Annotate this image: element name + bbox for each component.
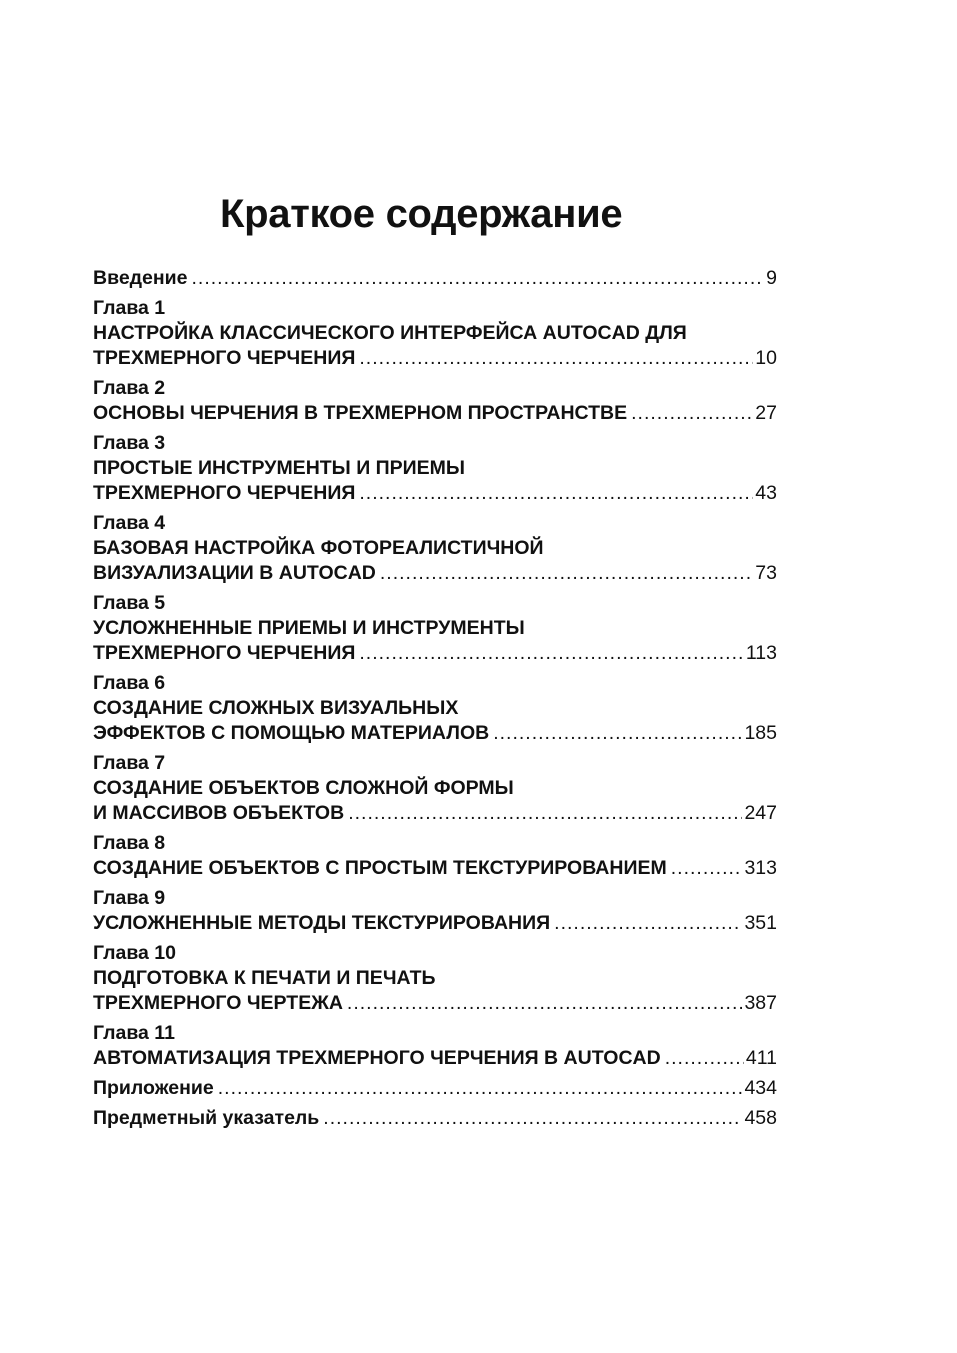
toc-entry-title: ТРЕХМЕРНОГО ЧЕРТЕЖА [93,992,343,1014]
chapter-number: Глава 10 [93,942,176,964]
chapter-title-line: УСЛОЖНЕННЫЕ ПРИЕМЫ И ИНСТРУМЕНТЫ [93,617,525,639]
toc-entry [93,751,777,826]
chapter-number: Глава 11 [93,1022,175,1044]
chapter-number: Глава 9 [93,887,166,909]
dot-leader [380,561,753,586]
page-number: 73 [755,562,777,584]
page-number: 43 [755,482,777,504]
chapter-number: Глава 6 [93,672,166,694]
dot-leader [218,1076,743,1101]
chapter-title-line: БАЗОВАЯ НАСТРОЙКА ФОТОРЕАЛИСТИЧНОЙ [93,537,544,559]
toc-entry [93,831,777,881]
chapter-number: Глава 2 [93,377,166,399]
dot-leader [665,1046,744,1071]
page-number: 9 [766,267,777,289]
chapter-number: Глава 3 [93,432,166,454]
chapter-title-line: СОЗДАНИЕ СЛОЖНЫХ ВИЗУАЛЬНЫХ [93,697,459,719]
dot-leader [347,991,743,1016]
toc-entry [93,941,777,1016]
page-number: 434 [744,1077,777,1099]
toc-entry-title: УСЛОЖНЕННЫЕ МЕТОДЫ ТЕКСТУРИРОВАНИЯ [93,912,551,934]
toc-row [93,481,777,506]
page-number: 411 [745,1047,777,1069]
chapter-number: Глава 4 [93,512,166,534]
page-number: 185 [744,722,777,744]
toc-entry [93,1076,777,1101]
page-number: 10 [755,347,777,369]
dot-leader [554,911,742,936]
toc-row [93,856,777,881]
page-number: 247 [744,802,777,824]
toc-row [93,641,777,666]
toc-entry [93,511,777,586]
toc-entry [93,591,777,666]
table-of-contents [93,266,777,1136]
page-number: 387 [744,992,777,1014]
toc-entry-title: ТРЕХМЕРНОГО ЧЕРЧЕНИЯ [93,482,356,504]
toc-entry-title: И МАССИВОВ ОБЪЕКТОВ [93,802,345,824]
toc-entry [93,431,777,506]
page-title: Краткое содержание [220,192,623,236]
dot-leader [359,481,753,506]
toc-row [93,1076,777,1101]
toc-entry [93,1021,777,1071]
dot-leader [359,346,753,371]
toc-row [93,1046,777,1071]
toc-entry-title: Приложение [93,1077,214,1099]
chapter-title-line: ПОДГОТОВКА К ПЕЧАТИ И ПЕЧАТЬ [93,967,436,989]
dot-leader [631,401,753,426]
toc-entry [93,266,777,291]
toc-entry [93,296,777,371]
chapter-number: Глава 8 [93,832,166,854]
chapter-number: Глава 1 [93,297,166,319]
chapter-number: Глава 5 [93,592,166,614]
toc-row [93,801,777,826]
dot-leader [323,1106,742,1131]
toc-row [93,991,777,1016]
page-number: 458 [744,1107,777,1129]
toc-row [93,721,777,746]
page-number: 27 [755,402,777,424]
toc-entry [93,376,777,426]
dot-leader [493,721,742,746]
toc-row [93,346,777,371]
toc-entry-title: ТРЕХМЕРНОГО ЧЕРЧЕНИЯ [93,347,356,369]
toc-entry-title: ОСНОВЫ ЧЕРЧЕНИЯ В ТРЕХМЕРНОМ ПРОСТРАНСТВЕ [93,402,628,424]
toc-entry-title: ТРЕХМЕРНОГО ЧЕРЧЕНИЯ [93,642,356,664]
toc-entry-title: ВИЗУАЛИЗАЦИИ В AUTOCAD [93,562,376,584]
toc-entry-title: АВТОМАТИЗАЦИЯ ТРЕХМЕРНОГО ЧЕРЧЕНИЯ В AUTOCAD [93,1047,661,1069]
toc-row [93,401,777,426]
toc-entry-title: ЭФФЕКТОВ С ПОМОЩЬЮ МАТЕРИАЛОВ [93,722,490,744]
dot-leader [671,856,743,881]
toc-row [93,1106,777,1131]
page-number: 113 [745,642,777,664]
page-number: 351 [744,912,777,934]
chapter-number: Глава 7 [93,752,166,774]
toc-entry-title: СОЗДАНИЕ ОБЪЕКТОВ С ПРОСТЫМ ТЕКСТУРИРОВАНИЕМ [93,857,667,879]
page-number: 313 [744,857,777,879]
toc-row [93,266,777,291]
toc-row [93,911,777,936]
toc-entry-title: Предметный указатель [93,1107,320,1129]
dot-leader [359,641,744,666]
dot-leader [192,266,765,291]
chapter-title-line: СОЗДАНИЕ ОБЪЕКТОВ СЛОЖНОЙ ФОРМЫ [93,777,514,799]
toc-row [93,561,777,586]
toc-entry-title: Введение [93,267,188,289]
dot-leader [348,801,742,826]
toc-entry [93,886,777,936]
chapter-title-line: НАСТРОЙКА КЛАССИЧЕСКОГО ИНТЕРФЕЙСА AUTOCAD ДЛЯ [93,322,687,344]
toc-entry [93,671,777,746]
chapter-title-line: ПРОСТЫЕ ИНСТРУМЕНТЫ И ПРИЕМЫ [93,457,466,479]
toc-entry [93,1106,777,1131]
